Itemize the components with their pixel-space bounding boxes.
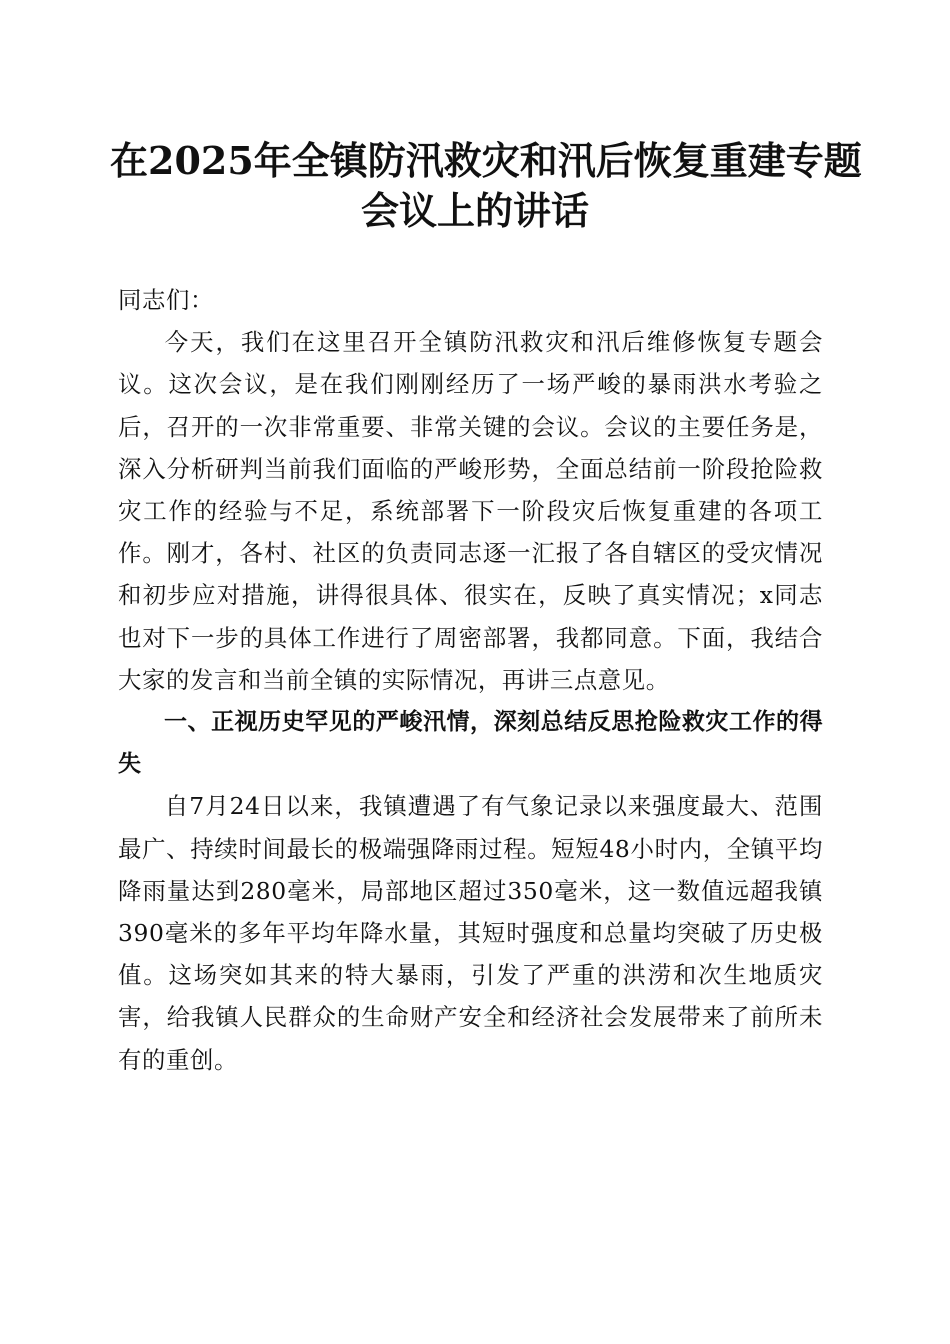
paragraph-intro: 今天，我们在这里召开全镇防汛救灾和汛后维修恢复专题会议。这次会议，是在我们刚刚经历了一场严峻的暴雨洪水考验之后，召开的一次非常重要、非常关键的会议。会议的主要任务是，深入分析研判当前我们面临的严峻形势，全面总结前一阶段抢险救灾工作的经验与不足，系统部署下一阶段灾后恢复重建的各项工作。刚才，各村、社区的负责同志逐一汇报了各自辖区的受灾情况和初步应对措施，讲得很具体、很实在，反映了真实情况；x同志也对下一步的具体工作进行了周密部署，我都同意。下面，我结合大家的发言和当前全镇的实际情况，再讲三点意见。 (118, 328, 823, 694)
section-heading-1: 一、正视历史罕见的严峻汛情，深刻总结反思抢险救灾工作的得失 (118, 709, 823, 778)
document-body (118, 279, 823, 1081)
salutation: 同志们： (118, 286, 214, 314)
paragraph-section-1: 自7月24日以来，我镇遭遇了有气象记录以来强度最大、范围最广、持续时间最长的极端强降雨过程。短短48小时内，全镇平均降雨量达到280毫米，局部地区超过350毫米，这一数值远超我镇390毫米的多年平均年降水量，其短时强度和总量均突破了历史极值。这场突如其来的特大暴雨，引发了严重的洪涝和次生地质灾害，给我镇人民群众的生命财产安全和经济社会发展带来了前所未有的重创。 (118, 792, 823, 1074)
title-line-2: 会议上的讲话 (360, 188, 589, 233)
document-title (110, 136, 862, 236)
title-line-1: 在2025年全镇防汛救灾和汛后恢复重建专题 (110, 138, 862, 183)
